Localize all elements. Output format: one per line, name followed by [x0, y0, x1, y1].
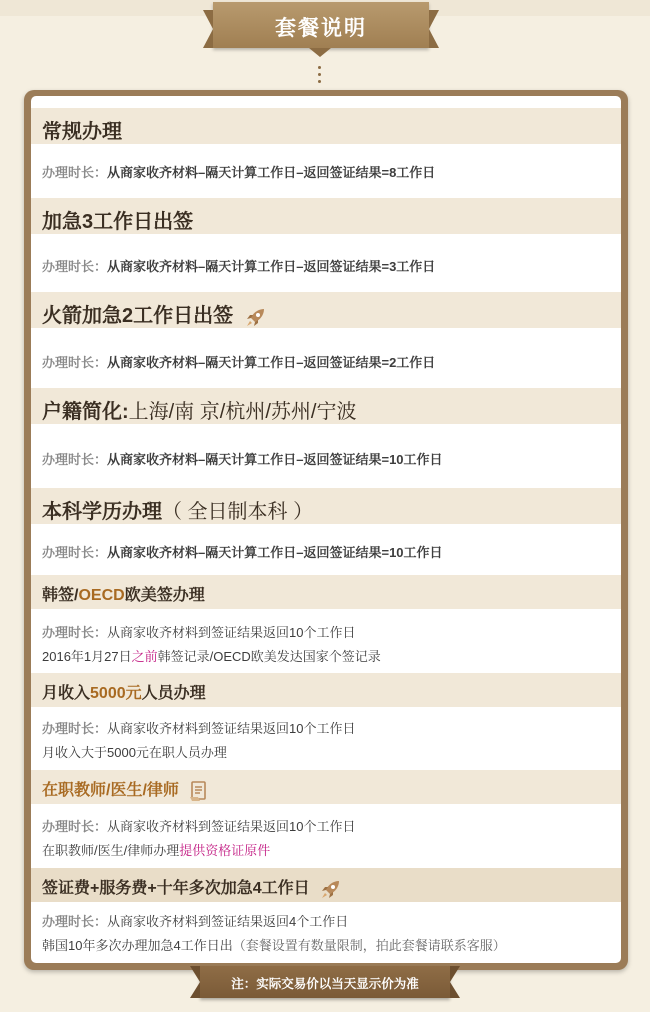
section-title: 本科学历办理 [42, 501, 162, 523]
section-detail: 办理时长：从商家收齐材料–隔天计算工作日–返回签证结果=10工作日 [42, 452, 443, 467]
rocket-icon [245, 306, 267, 328]
section-detail-extra: 在职教师/医生/律师办理提供资格证原件 [42, 843, 271, 858]
section-title-note: （ 全日制本科 ） [162, 501, 314, 523]
package-card [24, 90, 628, 970]
section-header-regular [31, 108, 621, 144]
section-detail-extra: 2016年1月27日之前韩签记录/OECD欧美发达国家个签记录 [42, 649, 381, 664]
section-title: 火箭加急2工作日出签 [42, 305, 234, 327]
section-detail: 办理时长：从商家收齐材料–隔天计算工作日–返回签证结果=2工作日 [42, 355, 436, 370]
section-detail: 办理时长：从商家收齐材料到签证结果返回10个工作日 [42, 625, 356, 640]
section-header-rocket2 [31, 292, 621, 328]
rocket-icon [320, 878, 342, 900]
section-title: 户籍简化: [42, 401, 129, 423]
section-header-ten-year [31, 868, 621, 902]
footer-note-text: 注：实际交易价以当天显示价为准 [231, 977, 419, 991]
section-detail-extra: 月收入大于5000元在职人员办理 [42, 745, 227, 760]
section-header-professionals [31, 770, 621, 804]
ribbon-notch [309, 48, 331, 57]
section-title-cities: 上海/南 京/杭州/苏州/宁波 [128, 401, 357, 423]
section-detail: 办理时长：从商家收齐材料–隔天计算工作日–返回签证结果=3工作日 [42, 259, 436, 274]
header-ribbon [213, 2, 429, 48]
package-card-inner [31, 96, 621, 963]
divider-dots [318, 66, 322, 86]
section-detail: 办理时长：从商家收齐材料到签证结果返回10个工作日 [42, 721, 356, 736]
section-detail: 办理时长：从商家收齐材料–隔天计算工作日–返回签证结果=10工作日 [42, 545, 443, 560]
section-header-express3 [31, 198, 621, 234]
section-header-hukou [31, 388, 621, 424]
section-header-income: 月收入5000元人员办理 [31, 673, 621, 707]
section-title: 加急3工作日出签 [42, 211, 194, 233]
section-title: 在职教师/医生/律师 [42, 782, 179, 799]
section-header-bachelor [31, 488, 621, 524]
section-detail: 办理时长：从商家收齐材料–隔天计算工作日–返回签证结果=8工作日 [42, 165, 436, 180]
page-title: 套餐说明 [275, 15, 367, 40]
section-title: 签证费+服务费+十年多次加急4工作日 [42, 880, 310, 897]
section-detail-extra: 韩国10年多次办理加急4工作日出（套餐设置有数量限制，拍此套餐请联系客服） [42, 938, 506, 953]
section-header-korea-oecd: 韩签/OECD欧美签办理 [31, 575, 621, 609]
footer-note [200, 966, 450, 998]
document-icon [189, 780, 209, 802]
section-detail: 办理时长：从商家收齐材料到签证结果返回4个工作日 [42, 914, 349, 929]
section-title: 常规办理 [42, 121, 122, 143]
section-detail: 办理时长：从商家收齐材料到签证结果返回10个工作日 [42, 819, 356, 834]
